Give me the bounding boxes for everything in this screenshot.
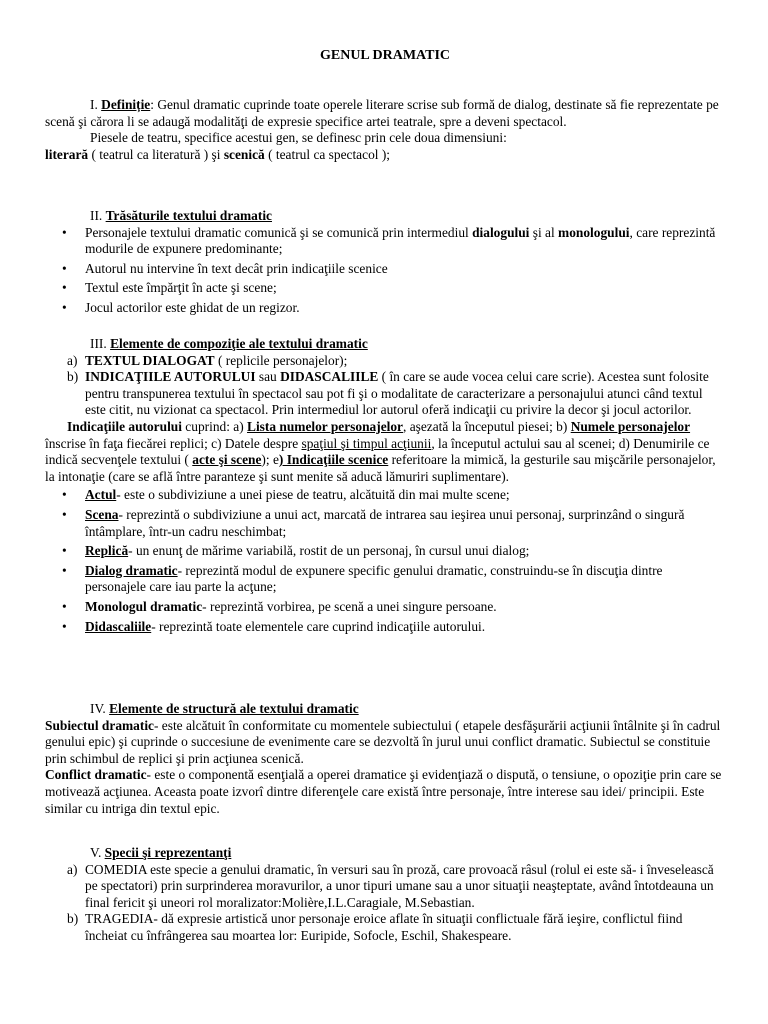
species-list (45, 862, 725, 945)
list-item: • Monologul dramatic- reprezintă vorbirea, pe scenă a unei singure persoane. (45, 599, 725, 616)
list-item: • Dialog dramatic- reprezintă modul de expunere specific genului dramatic, construindu-se în discuţia dintre personajele care iau parte la acţune; (45, 563, 725, 596)
traits-list (45, 225, 725, 317)
section-composition (45, 336, 725, 635)
list-item: b) TRAGEDIA- dă expresie artistică unor personaje eroice aflate în situaţii conflictuale fără ieşire, conflictul fiind încheiat cu înfrângerea sau moartea lor: Euripide, Sofocle, Eschil, Shakespeare. (67, 911, 683, 943)
composition-list (45, 353, 725, 419)
list-item: b) INDICAŢIILE AUTORULUI sau DIDASCALIILE ( în care se aude vocea celui care scrie). Acestea sunt folosite pentru transpunerea textului în spectacol sau pot fi şi o modalitate de caracterizare a personajului atunci când textul este citit, nu vizionat ca spectacol. Prin intermediul lor autorul oferă indicaţii cu privire la decor şi jocul actorilor. (67, 369, 709, 418)
section-structure (45, 701, 725, 817)
section-definition (45, 97, 725, 163)
document-title: GENUL DRAMATIC (319, 48, 451, 63)
list-item: a) TEXTUL DIALOGAT ( replicile personajelor); (67, 352, 348, 368)
species-heading: V. Specii şi reprezentanţi (90, 845, 232, 860)
dimensions-line: literară ( teatrul ca literatură ) şi scenică ( teatrul ca spectacol ); (45, 146, 391, 162)
author-indications-paragraph: Indicaţiile autorului cuprind: a) Lista numelor personajelor, aşezată la începutul piesei; b) Numele personajelor înscrise în faţa fiecărei replici; c) Datele despre spaţiul şi timpul acţiunii, la începutul actului sau al scenei; d) Denumirile ce indică secvenţele textului ( acte şi scene); e) Indicaţiile scenice referitoare la mimică, la gesturile sau mişcările personajelor, la intonaţie (care se află între paranteze şi sunt menite să aducă lămuriri suplimentare). (45, 418, 716, 484)
structure-heading: IV. Elemente de structură ale textului dramatic (90, 701, 359, 716)
definitions-list (45, 487, 725, 635)
list-item: • Jocul actorilor este ghidat de un regizor. (45, 300, 725, 317)
section-traits (45, 208, 725, 317)
subject-paragraph: Subiectul dramatic- este alcătuit în conformitate cu momentele subiectului ( etapele desfăşurării acţiunii întâlnite şi în cadrul genului epic) şi cuprinde o succesiune de evenimente care se dezvoltă în jurul unui conflict dramatic. Subiectul se constituie prin schimbul de replici şi prin acţiunea scenică. (45, 717, 721, 766)
dimensions-paragraph: Piesele de teatru, specifice acestui gen, se definesc prin cele doua dimensiuni: (90, 130, 507, 146)
list-item: • Autorul nu intervine în text decât prin indicaţiile scenice (45, 261, 725, 278)
list-item: • Scena- reprezintă o subdiviziune a unui act, marcată de intrarea sau ieşirea unui personaj, surprinzând o singură întâmplare, într-un cadru neschimbat; (45, 507, 725, 540)
composition-heading: III. Elemente de compoziţie ale textului dramatic (90, 336, 368, 351)
list-item: • Didascaliile- reprezintă toate elementele care cuprind indicaţiile autorului. (45, 619, 725, 636)
list-item: a) COMEDIA este specie a genului dramatic, în versuri sau în proză, care provoacă râsul (rolul ei este să- i înveselească pe spectatori) prin surprinderea moravurilor, a unor tipuri umane sau a unor situaţii neaşteptate, având întotdeauna un final fericit şi uneori rol moralizator:Molière,I.L.Caragiale, M.Sebastian. (67, 861, 714, 910)
conflict-paragraph: Conflict dramatic- este o componentă esenţială a operei dramatice şi evidenţiază o dispută, o tensiune, o opoziţie prin care se motivează acţiunea. Aceasta poate izvorî dintre diferenţele care există între personaje, între interese sau idei/ principii. Este similar cu intriga din textul epic. (45, 767, 722, 816)
list-item: • Textul este împărţit în acte şi scene; (45, 280, 725, 297)
traits-heading: II. Trăsăturile textului dramatic (90, 208, 272, 223)
definition-heading: Definiție (101, 97, 151, 112)
definition-paragraph: I. Definiție: Genul dramatic cuprinde toate operele literare scrise sub formă de dialog, destinate să fie reprezentate pe scenă şi cărora li se adaugă modalităţi de expresie specifice artei teatrale, spre a deveni spectacol. (45, 97, 719, 129)
list-item: • Replică- un enunţ de mărime variabilă, rostit de un personaj, în cursul unui dialog; (45, 543, 725, 560)
list-item: • Actul- este o subdiviziune a unei piese de teatru, alcătuită din mai multe scene; (45, 487, 725, 504)
list-item: • Personajele textului dramatic comunică şi se comunică prin intermediul dialogului şi al monologului, care reprezintă modurile de expunere predominante; (45, 225, 725, 258)
section-species (45, 845, 725, 945)
